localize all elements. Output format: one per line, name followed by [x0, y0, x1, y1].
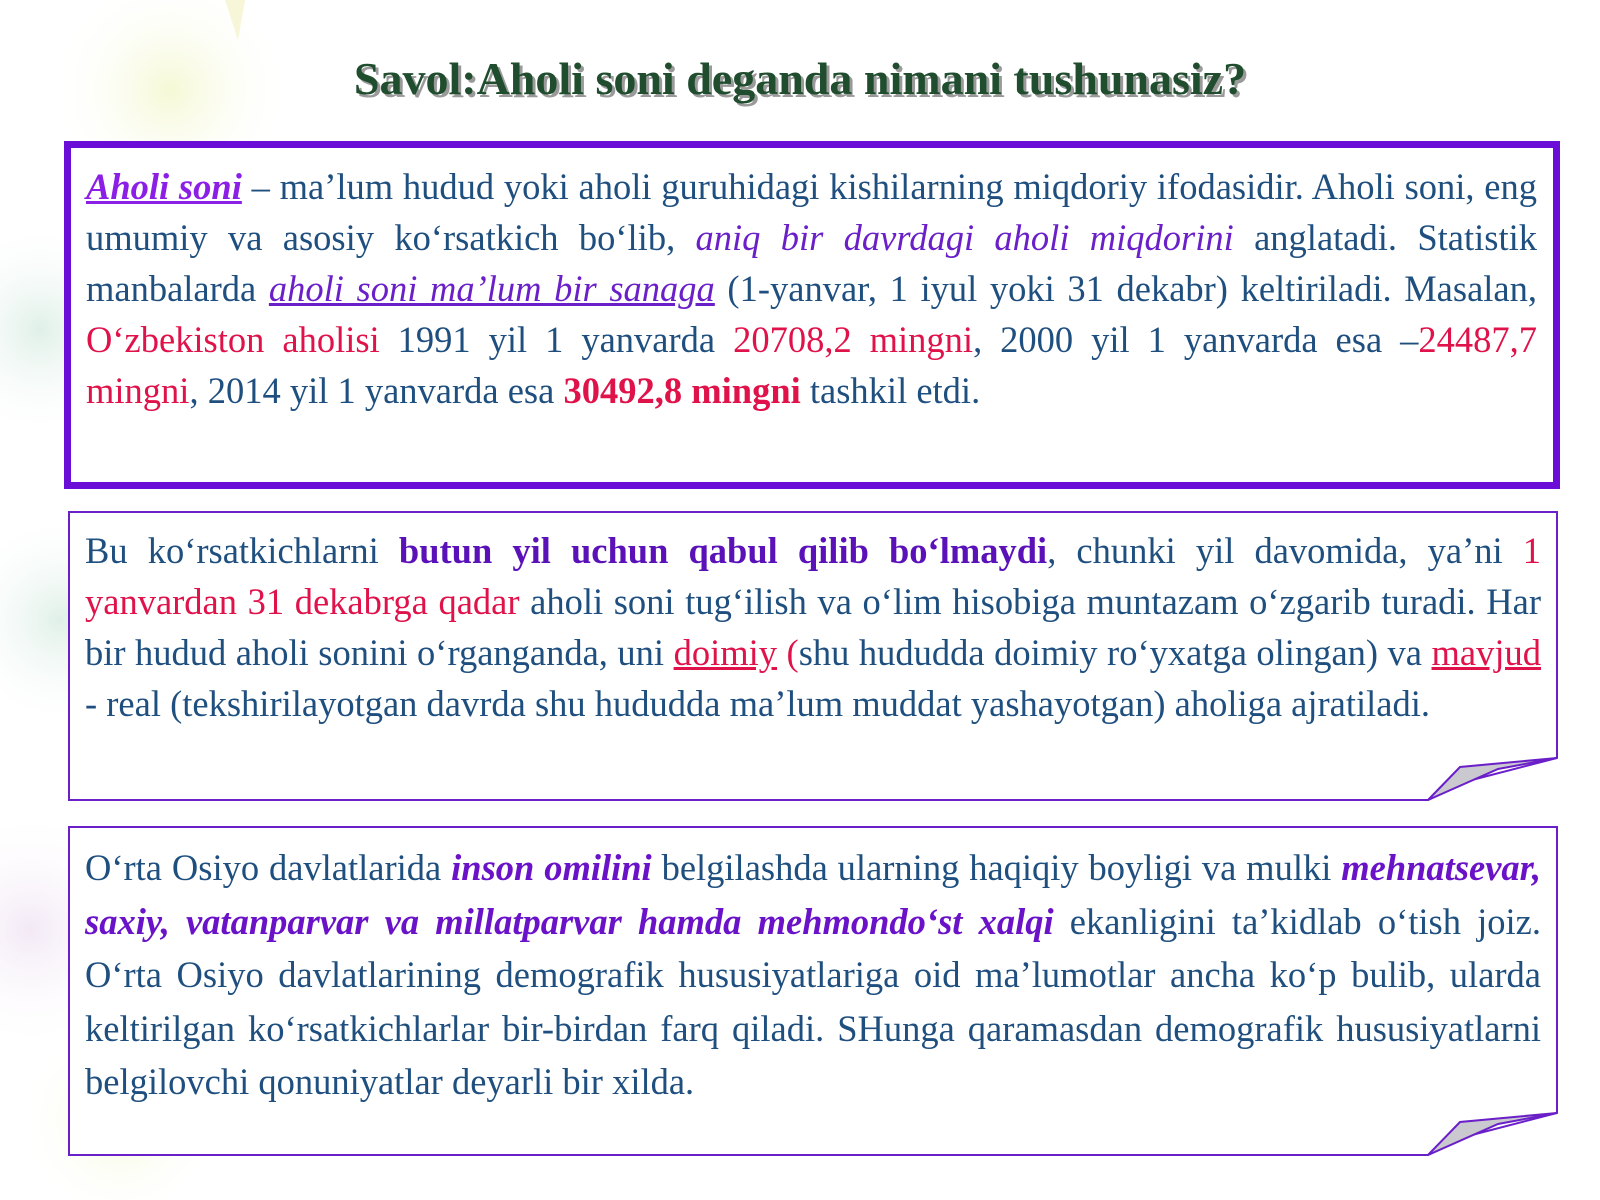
highlight-red-text: O‘zbekiston aholisi — [86, 319, 380, 360]
bold-purple-text: butun yil uchun qabul qilib bo‘lmaydi — [398, 530, 1048, 571]
text-span: , chunki yil davomida, ya’ni — [1047, 530, 1523, 571]
text-span: - real (tekshirilayotgan davrda shu hududda ma’lum muddat yashayotgan) aholiga ajratiladi. — [85, 683, 1431, 724]
emphasis-bold-italic: mehnatsevar, saxiy, vatanparvar va millatparvar hamda mehmondo‘st xalqi — [85, 847, 1541, 942]
text-span: anglatadi. Statistik manbalarda — [86, 217, 1537, 309]
text-span: , 2014 yil 1 yanvarda esa — [189, 370, 564, 411]
central-asia-paragraph — [85, 841, 1541, 1109]
definition-paragraph — [86, 161, 1537, 416]
red-paren: ( — [777, 632, 799, 673]
central-asia-box — [68, 826, 1558, 1156]
text-span: 1991 yil 1 yanvarda — [379, 319, 734, 360]
text-span: Bu ko‘rsatkichlarni — [85, 530, 399, 571]
term-doimiy: doimiy — [673, 632, 778, 673]
text-span: – ma’lum hudud yoki aholi guruhidagi kishilarning miqdoriy ifodasidir. Aholi soni, eng umumiy va asosiy ko‘rsatkich bo‘lib, — [86, 166, 1537, 258]
emphasis-bold-italic: inson omilini — [451, 847, 652, 888]
value-2014: 30492,8 mingni — [563, 370, 801, 411]
text-span: (1-yanvar, 1 iyul yoki 31 dekabr) keltiriladi. Masalan, — [714, 268, 1537, 309]
text-span: aholi soni tug‘ilish va o‘lim hisobiga muntazam o‘zgarib turadi. Har bir hudud aholi sonini o‘rganganda, uni — [85, 581, 1541, 673]
value-2000: 24487,7 mingni — [86, 319, 1537, 411]
term-mavjud: mavjud — [1431, 632, 1542, 673]
term-aholi-soni: Aholi soni — [86, 166, 242, 207]
text-span: , 2000 yil 1 yanvarda esa – — [973, 319, 1419, 360]
text-span: belgilashda ularning haqiqiy boyligi va mulki — [651, 847, 1342, 888]
explanation-box — [68, 511, 1558, 801]
text-span: tashkil etdi. — [800, 370, 981, 411]
emphasis-underlined-text: aholi soni ma’lum bir sanaga — [268, 268, 715, 309]
text-span: ekanligini ta’kidlab o‘tish joiz. O‘rta Osiyo davlatlarining demografik hususiyatlariga oid ma’lumotlar ancha ko‘p bulib, ularda keltirilgan ko‘rsatkichlarlar bir-birdan farq qiladi. SHunga qaramasdan demografik hususiyatlarni belgilovchi qonuniyatlar deyarli bir xilda. — [85, 900, 1541, 1102]
highlight-red-text: 1 yanvardan 31 dekabrga qadar — [85, 530, 1541, 622]
emphasis-text: aniq bir davrdagi aholi miqdorini — [695, 217, 1234, 258]
text-span: O‘rta Osiyo davlatlarida — [85, 847, 452, 888]
explanation-paragraph — [85, 525, 1541, 729]
value-1991: 20708,2 mingni — [733, 319, 974, 360]
page-title: Savol:Aholi soni deganda nimani tushunasiz? — [353, 53, 1247, 104]
definition-box — [64, 141, 1560, 489]
text-span: shu hududda doimiy ro‘yxatga olingan) va — [798, 632, 1432, 673]
